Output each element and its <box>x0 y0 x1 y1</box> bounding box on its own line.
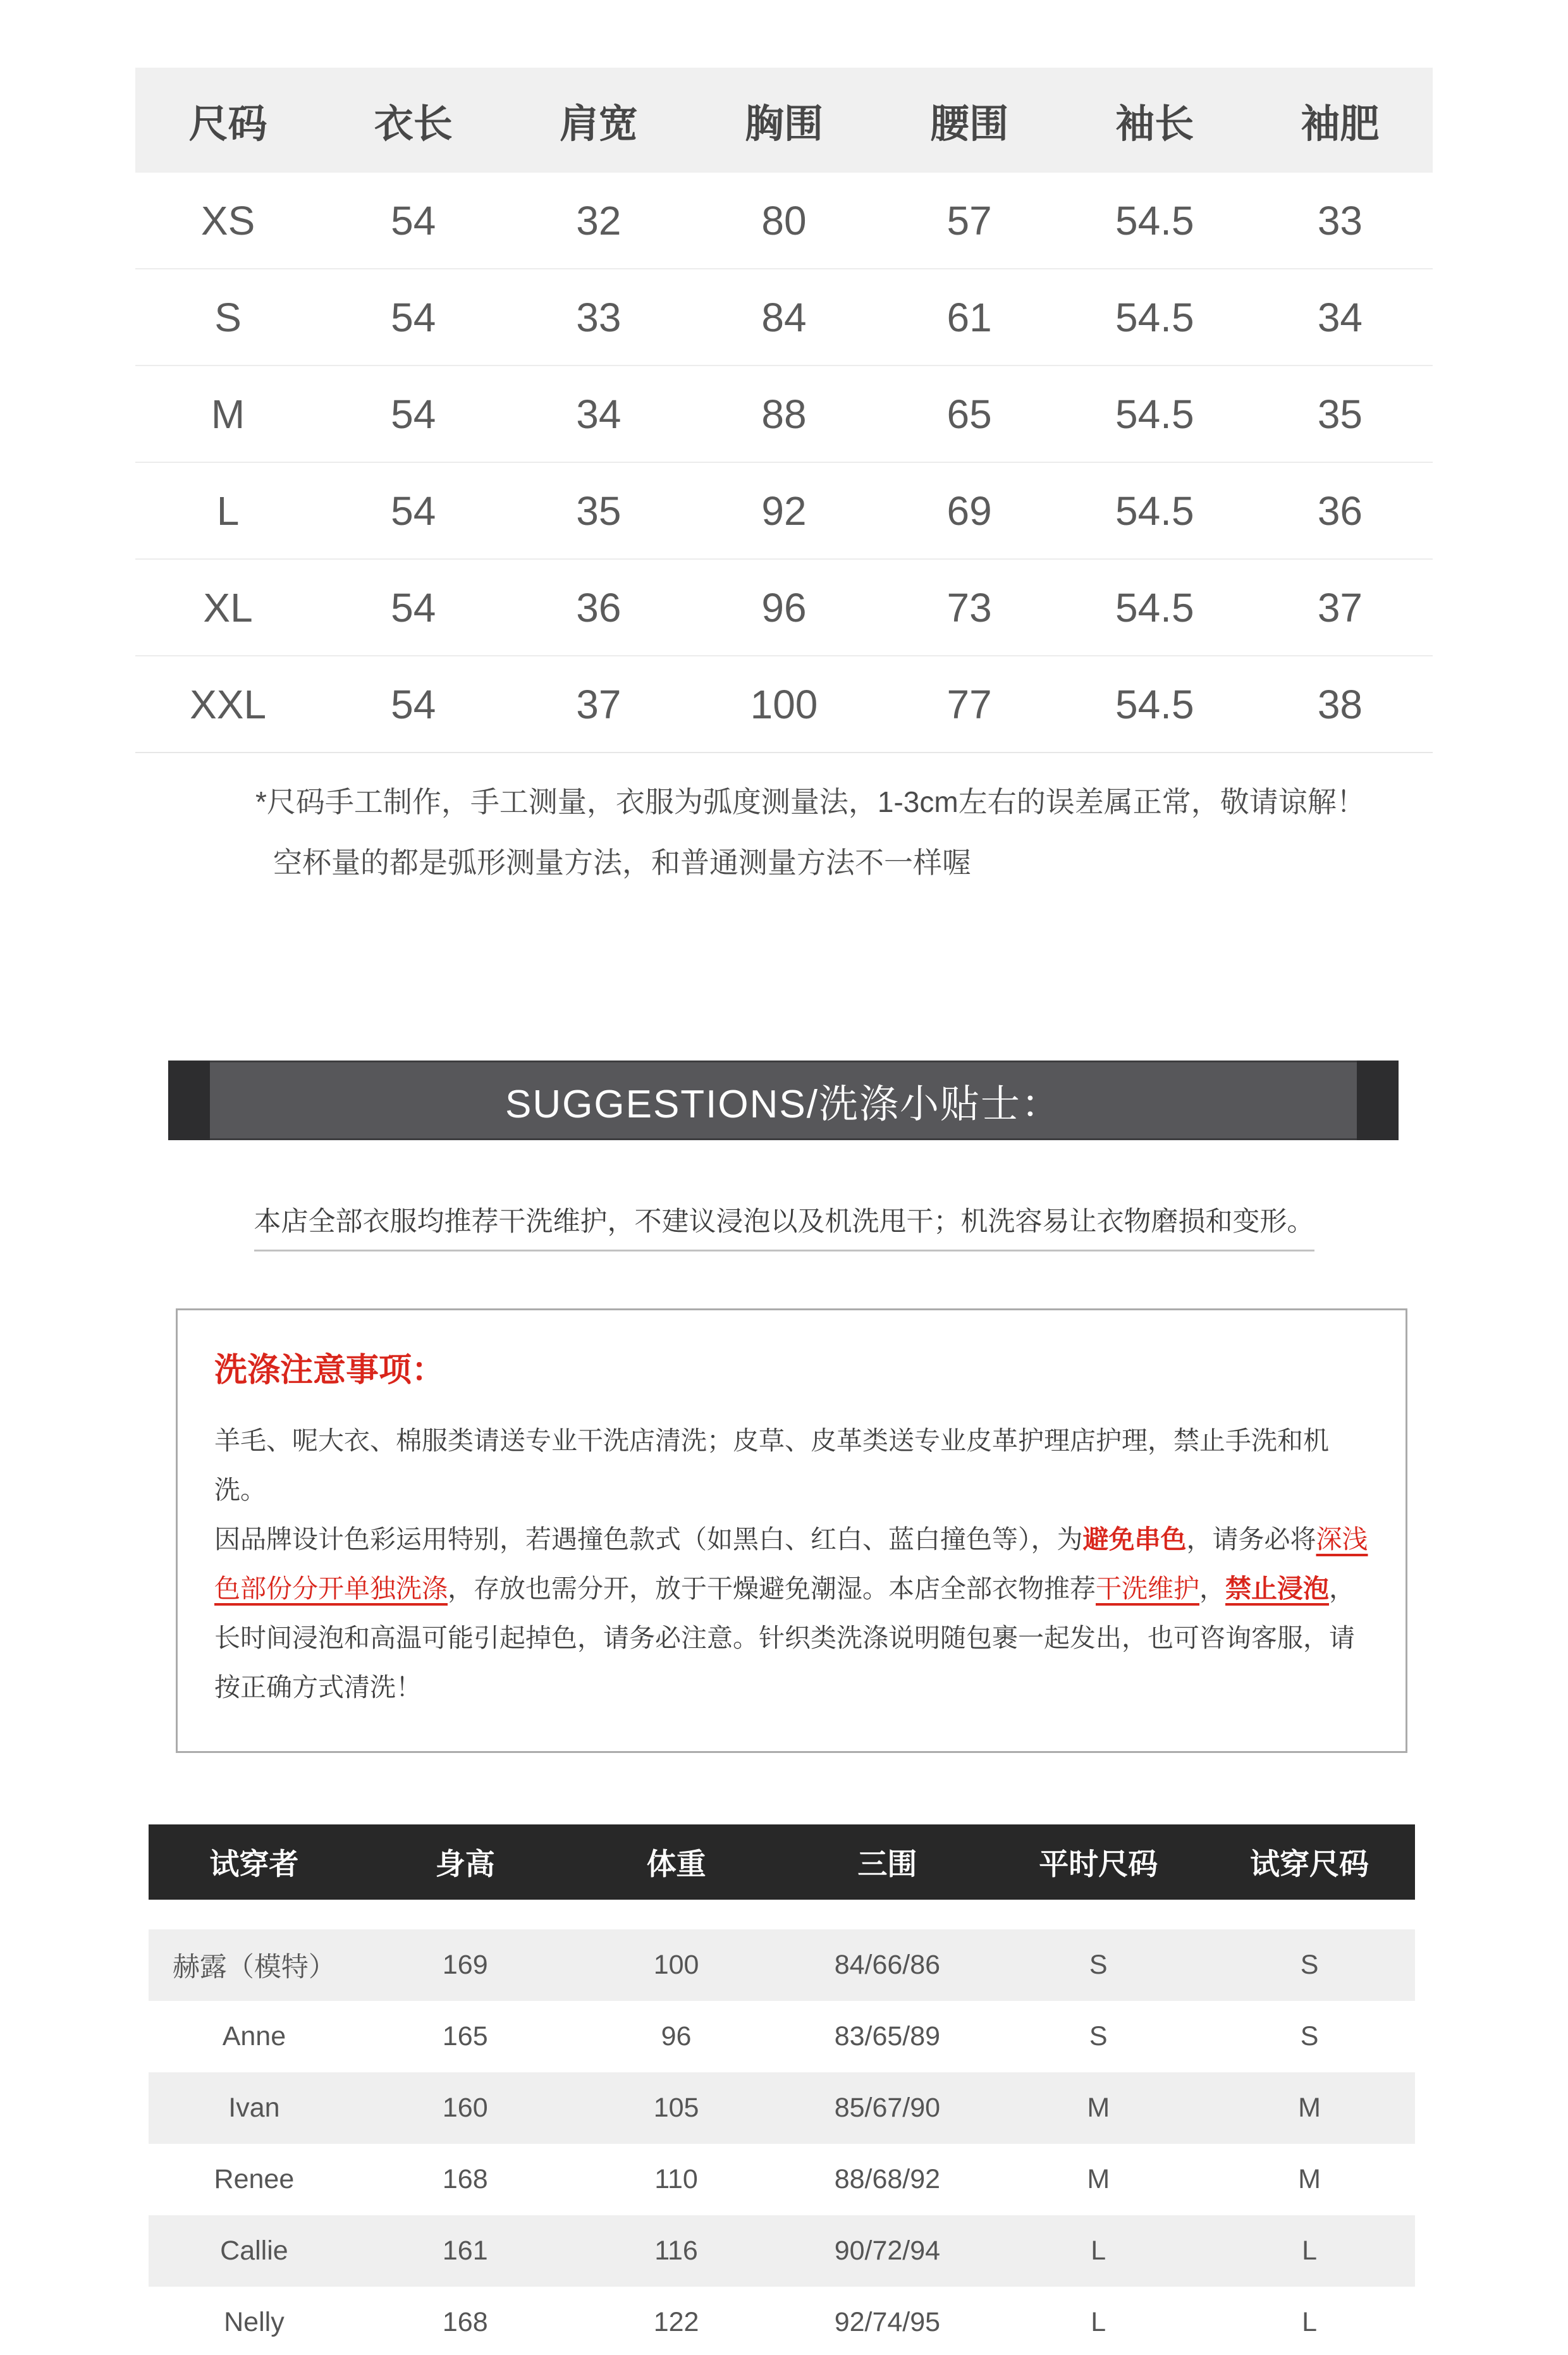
column-header: 三围 <box>857 1847 917 1881</box>
highlighted-text: 禁止浸泡 <box>1225 1574 1329 1603</box>
table-row <box>135 656 1433 753</box>
washing-notice-box <box>176 1308 1407 1753</box>
table-cell: L <box>1091 2235 1106 2266</box>
table-cell: 83/65/89 <box>834 2021 941 2051</box>
body-text: ， <box>1199 1574 1225 1603</box>
column-header: 试穿者 <box>209 1847 299 1881</box>
table-row <box>149 2072 1415 2144</box>
table-cell: 161 <box>442 2235 488 2266</box>
table-cell: 61 <box>946 294 992 340</box>
try-on-table <box>149 1824 1415 2355</box>
column-header: 体重 <box>646 1847 706 1881</box>
table-row <box>149 2215 1415 2287</box>
banner-right-cap <box>1357 1061 1399 1140</box>
table-cell: 90/72/94 <box>834 2235 941 2266</box>
table-cell: 35 <box>1317 391 1363 437</box>
measurement-note-line2: 空杯量的都是弧形测量方法，和普通测量方法不一样喔 <box>273 846 971 879</box>
table-row <box>135 463 1433 560</box>
table-cell: 110 <box>654 2164 698 2194</box>
washing-notice-title: 洗涤注意事项： <box>214 1352 445 1389</box>
dry-clean-note <box>0 1200 1568 1239</box>
washing-notice-text <box>214 1416 1370 1712</box>
table-cell: 54.5 <box>1115 294 1194 340</box>
banner-title: SUGGESTIONS/洗涤小贴士： <box>505 1082 1062 1126</box>
table-cell: S <box>214 294 242 340</box>
table-cell: M <box>211 391 245 437</box>
table-cell: S <box>1089 2021 1108 2051</box>
size-chart <box>135 68 1433 753</box>
body-text: ，请务必将 <box>1186 1525 1316 1554</box>
table-cell: M <box>1298 2164 1321 2194</box>
table-cell: 57 <box>946 197 992 243</box>
table-cell: 33 <box>1317 197 1363 243</box>
table-cell: 35 <box>576 488 622 534</box>
table-cell: 73 <box>946 584 992 630</box>
table-cell: M <box>1298 2093 1321 2123</box>
highlighted-text: 避免串色 <box>1082 1525 1187 1554</box>
size-chart-body <box>135 173 1433 753</box>
table-cell: 38 <box>1317 681 1363 727</box>
table-cell: 54 <box>391 197 436 243</box>
table-cell: XS <box>200 197 255 243</box>
table-cell: M <box>1087 2164 1110 2194</box>
body-text: ，长时间浸泡和高温可能引起掉色，请务必注意。针织类洗涤说明随包裹一起发出，也可咨询客服，请按正确方式清洗！ <box>214 1574 1355 1702</box>
table-cell: L <box>1302 2235 1318 2266</box>
column-header: 袖肥 <box>1301 102 1380 146</box>
table-cell: 54.5 <box>1115 391 1194 437</box>
table-cell: 92 <box>761 488 807 534</box>
highlighted-text: 干洗维护 <box>1096 1574 1199 1603</box>
table-cell: 77 <box>946 681 992 727</box>
table-cell: 36 <box>1317 488 1363 534</box>
table-cell: 54.5 <box>1115 488 1194 534</box>
table-cell: 88 <box>761 391 807 437</box>
table-row <box>149 2287 1415 2355</box>
table-cell: 54 <box>391 391 436 437</box>
column-header: 平时尺码 <box>1039 1847 1158 1881</box>
table-cell: 116 <box>654 2235 698 2266</box>
measurement-note-line1: *尺码手工制作，手工测量，衣服为弧度测量法，1-3cm左右的误差属正常，敬请谅解！ <box>255 785 1366 818</box>
try-on-body <box>149 1929 1415 2355</box>
table-cell: 32 <box>576 197 622 243</box>
table-cell: 34 <box>576 391 622 437</box>
table-row <box>135 560 1433 656</box>
table-cell: Anne <box>222 2021 286 2051</box>
table-cell: Callie <box>220 2235 288 2266</box>
table-cell: 105 <box>653 2093 699 2123</box>
table-cell: 168 <box>442 2164 488 2194</box>
table-cell: S <box>1089 1950 1108 1980</box>
column-header: 身高 <box>435 1847 495 1881</box>
table-cell: L <box>216 488 240 534</box>
table-cell: 36 <box>576 584 622 630</box>
table-cell: 96 <box>661 2021 692 2051</box>
table-cell: L <box>1091 2307 1106 2337</box>
column-header: 腰围 <box>930 102 1009 146</box>
table-cell: Nelly <box>224 2307 285 2337</box>
table-row <box>149 2144 1415 2215</box>
table-cell: XL <box>203 584 253 630</box>
table-cell: 122 <box>653 2307 699 2337</box>
column-header: 袖长 <box>1115 102 1194 146</box>
measurement-notes <box>255 783 1366 882</box>
table-cell: 54.5 <box>1115 681 1194 727</box>
table-cell: 54 <box>391 584 436 630</box>
table-row <box>149 2001 1415 2072</box>
table-cell: 80 <box>761 197 807 243</box>
try-on-header-row <box>149 1824 1415 1900</box>
table-cell: 100 <box>750 681 818 727</box>
table-cell: 84/66/86 <box>834 1950 941 1980</box>
table-cell: 100 <box>653 1950 699 1980</box>
table-cell: M <box>1087 2093 1110 2123</box>
table-cell: 65 <box>946 391 992 437</box>
column-header: 试穿尺码 <box>1250 1847 1369 1881</box>
table-cell: L <box>1302 2307 1318 2337</box>
body-text: 因品牌设计色彩运用特别，若遇撞色款式（如黑白、红白、蓝白撞色等），为 <box>214 1525 1083 1554</box>
table-cell: 165 <box>442 2021 488 2051</box>
table-cell: Ivan <box>228 2093 280 2123</box>
table-cell: 34 <box>1317 294 1363 340</box>
column-header: 尺码 <box>188 102 267 146</box>
table-cell: 168 <box>442 2307 488 2337</box>
column-header: 胸围 <box>744 102 823 146</box>
table-cell: 92/74/95 <box>834 2307 941 2337</box>
size-chart-header-row <box>135 68 1433 173</box>
table-cell: 160 <box>442 2093 488 2123</box>
table-cell: 54.5 <box>1115 197 1194 243</box>
highlighted-text: 深浅色部份分开单独洗涤 <box>214 1525 1368 1603</box>
table-cell: 96 <box>761 584 807 630</box>
table-row <box>135 366 1433 463</box>
suggestions-banner <box>168 1061 1399 1140</box>
column-header: 肩宽 <box>559 102 638 146</box>
table-cell: 88/68/92 <box>834 2164 941 2194</box>
table-cell: 84 <box>761 294 807 340</box>
table-cell: 37 <box>576 681 622 727</box>
column-header: 衣长 <box>374 102 453 146</box>
table-row <box>135 269 1433 366</box>
table-cell: S <box>1300 2021 1319 2051</box>
table-row <box>135 173 1433 269</box>
body-text: 羊毛、呢大衣、棉服类请送专业干洗店清洗；皮草、皮革类送专业皮革护理店护理，禁止手洗和机洗。 <box>214 1426 1329 1504</box>
table-cell: 33 <box>576 294 622 340</box>
table-cell: 54 <box>391 294 436 340</box>
dry-clean-note-text: 本店全部衣服均推荐干洗维护，不建议浸泡以及机洗甩干；机洗容易让衣物磨损和变形。 <box>254 1207 1314 1251</box>
table-cell: S <box>1300 1950 1319 1980</box>
table-cell: 54 <box>391 681 436 727</box>
table-cell: 69 <box>946 488 992 534</box>
table-cell: XXL <box>190 681 267 727</box>
body-text: ，存放也需分开，放于干燥避免潮湿。本店全部衣物推荐 <box>448 1574 1096 1603</box>
banner-left-cap <box>168 1061 210 1140</box>
table-cell: Renee <box>214 2164 295 2194</box>
table-cell: 赫露（模特） <box>172 1952 336 1983</box>
table-cell: 37 <box>1317 584 1363 630</box>
table-cell: 85/67/90 <box>834 2093 941 2123</box>
table-cell: 54.5 <box>1115 584 1194 630</box>
table-cell: 54 <box>391 488 436 534</box>
table-cell: 169 <box>442 1950 488 1980</box>
table-row <box>149 1929 1415 2001</box>
